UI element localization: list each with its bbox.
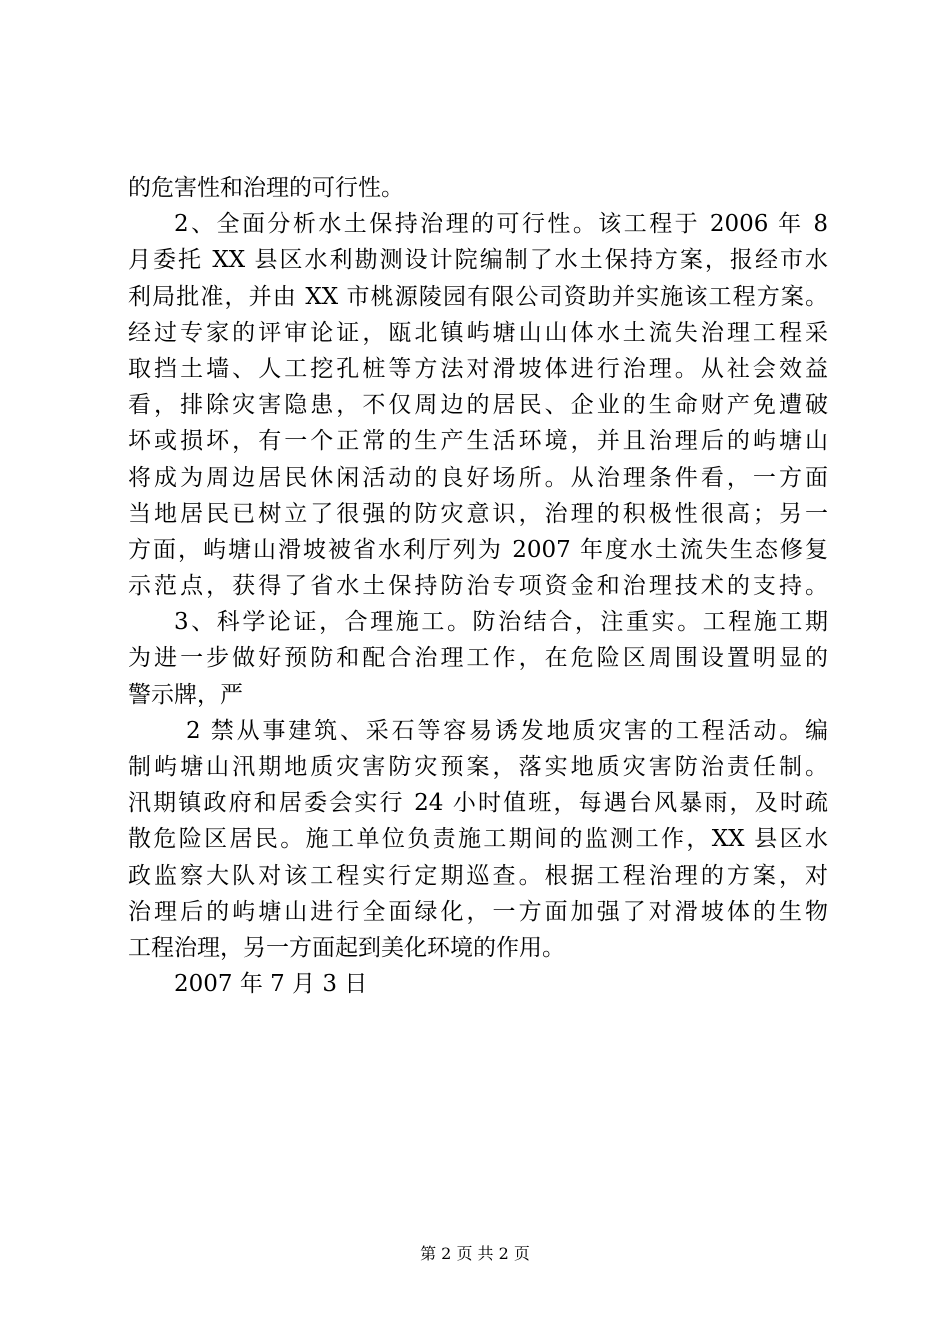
paragraph-line: 工程治理，另一方面起到美化环境的作用。: [128, 934, 565, 961]
paragraph-line: 示范点，获得了省水土保持防治专项资金和治理技术的支持。: [128, 573, 828, 600]
paragraph-line: 3、科学论证，合理施工。防治结合，注重实。工程施工期: [174, 609, 828, 636]
paragraph-line: 当地居民已树立了很强的防灾意识，治理的积极性很高；另一: [128, 500, 828, 527]
paragraph-line: 的危害性和治理的可行性。: [128, 175, 404, 201]
document-body: [128, 170, 828, 1002]
paragraph-line: 月委托 XX 县区水利勘测设计院编制了水土保持方案，报经市水: [128, 247, 828, 274]
paragraph-line: 将成为周边居民休闲活动的良好场所。从治理条件看，一方面: [128, 464, 828, 491]
paragraph-line: 方面，屿塘山滑坡被省水利厅列为 2007 年度水土流失生态修复: [128, 536, 828, 563]
paragraph-line: 2 禁从事建筑、采石等容易诱发地质灾害的工程活动。编: [186, 717, 828, 744]
paragraph-line: 治理后的屿塘山进行全面绿化，一方面加强了对滑坡体的生物: [128, 898, 828, 925]
paragraph-line: 汛期镇政府和居委会实行 24 小时值班，每遇台风暴雨，及时疏: [128, 790, 828, 817]
paragraph-line: 2007 年 7 月 3 日: [174, 971, 368, 998]
paragraph-line: 利局批准，并由 XX 市桃源陵园有限公司资助并实施该工程方案。: [128, 283, 828, 310]
paragraph-line: 散危险区居民。施工单位负责施工期间的监测工作，XX 县区水: [128, 826, 828, 853]
page-number-footer: 第 2 页 共 2 页: [420, 1244, 530, 1263]
paragraph-line: 经过专家的评审论证，瓯北镇屿塘山山体水土流失治理工程采: [128, 319, 828, 346]
paragraph-line: 警示牌，严: [128, 681, 243, 708]
paragraph-line: 制屿塘山汛期地质灾害防灾预案，落实地质灾害防治责任制。: [128, 754, 828, 780]
paragraph-line: 坏或损坏，有一个正常的生产生活环境，并且治理后的屿塘山: [128, 428, 828, 455]
paragraph-line: 看，排除灾害隐患，不仅周边的居民、企业的生命财产免遭破: [128, 392, 828, 419]
paragraph-line: 政监察大队对该工程实行定期巡查。根据工程治理的方案，对: [128, 862, 828, 889]
paragraph-line: 2、全面分析水土保持治理的可行性。该工程于 2006 年 8: [174, 211, 828, 238]
paragraph-line: 取挡土墙、人工挖孔桩等方法对滑坡体进行治理。从社会效益: [128, 355, 828, 382]
paragraph-line: 为进一步做好预防和配合治理工作，在危险区周围设置明显的: [128, 645, 828, 672]
